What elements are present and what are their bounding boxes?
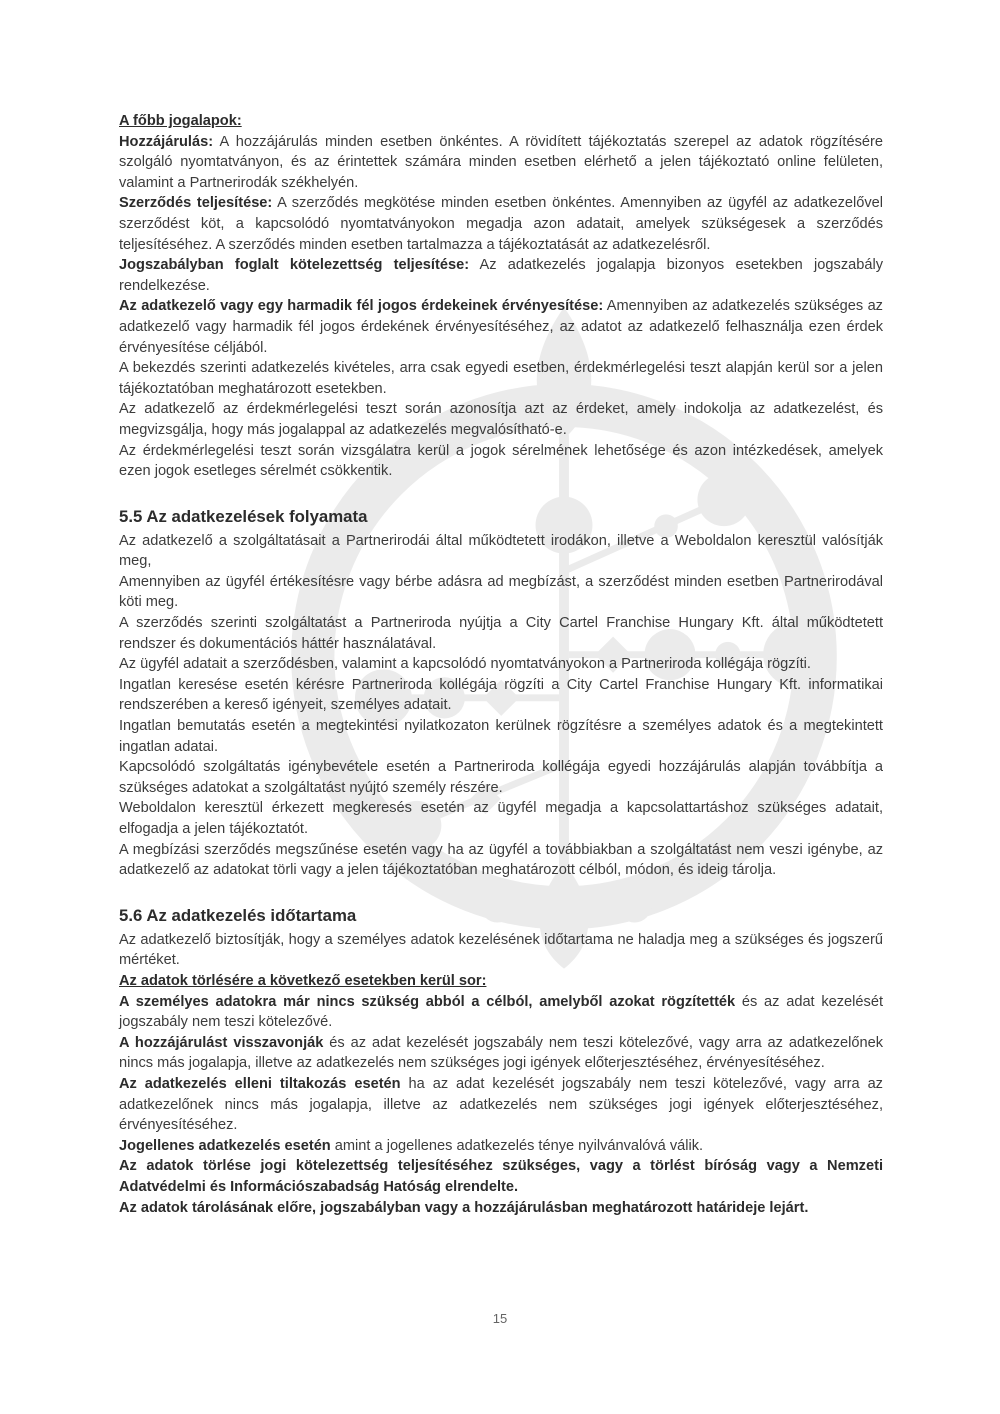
paragraph bbox=[119, 399, 883, 440]
paragraph-lead: Az adatok törlése jogi kötelezettség teljesítéséhez szükséges, vagy a törlést bíróság vagy a Nemzeti Adatvédelmi és Információszabadság Hatóság elrendelte. bbox=[119, 1158, 883, 1195]
paragraph-text: Amennyiben az adatkezelés szükséges az adatkezelő vagy harmadik fél jogos érdekének érvényesítéséhez, az adatot az adatkezelő felhasználja ezen érdek érvényesítése céljából. bbox=[119, 298, 883, 356]
paragraph-legitimate-interest bbox=[119, 296, 883, 358]
paragraph-text: Az érdekmérlegelési teszt során vizsgálatra kerül a jogok sérelmének lehetősége és azon intézkedések, amelyek ezen jogok esetleges sérelmét csökkentik. bbox=[119, 442, 883, 480]
paragraph: Weboldalon keresztül érkezett megkeresés esetén az ügyfél megadja a kapcsolattartáshoz szükséges adatait, elfogadja a jelen tájékoztatót. bbox=[119, 800, 883, 837]
paragraph-text: A szerződés megkötése minden esetben önkéntes. Amennyiben az ügyfél az adatkezelővel szerződést köt, a kapcsolódó nyomtatványokon megadja azon adatait, amelyek szükségesek a szerződés teljesítéséhez. A szerződés minden esetben tartalmazza a tájékoztatását az adatkezelésről. bbox=[119, 195, 883, 253]
paragraph-deletion-case bbox=[119, 1156, 883, 1197]
paragraph-text: és az adat kezelését jogszabály nem teszi kötelezővé, vagy arra az adatkezelőnek nincs más jogalapja, illetve az adatkezelés nem szükséges jogi igények előterjesztéséhez, érvényesítéséhez. bbox=[119, 1034, 883, 1072]
paragraph-text: ha az adat kezelését jogszabály nem teszi kötelezővé, vagy arra az adatkezelőnek nincs más jogalapja, illetve az adatkezelés nem szükséges jogi igények előterjesztéséhez, érvényesítéséhez. bbox=[119, 1075, 883, 1134]
paragraph bbox=[119, 358, 883, 399]
paragraph-text: amint a jogellenes adatkezelés ténye nyilvánvalóvá válik. bbox=[330, 1137, 704, 1154]
paragraph-lead: Az adatkezelő vagy egy harmadik fél jogos érdekeinek érvényesítése: bbox=[119, 298, 604, 315]
deletion-cases-heading: Az adatok törlésére a következő esetekben kerül sor: bbox=[119, 972, 487, 989]
paragraph-lead: Szerződés teljesítése: bbox=[119, 195, 273, 212]
paragraph: Az adatkezelő biztosítják, hogy a személyes adatok kezelésének időtartama ne haladja meg a szükséges és jogszerű mértéket. bbox=[119, 931, 883, 969]
paragraph-legal-obligation bbox=[119, 255, 883, 296]
paragraph-contract bbox=[119, 193, 883, 255]
paragraph-text: és az adat kezelését jogszabály nem teszi kötelezővé. bbox=[119, 993, 883, 1031]
paragraph-deletion-case bbox=[119, 992, 883, 1033]
paragraph-text: Az adatkezelés jogalapja bizonyos esetekben jogszabály rendelkezése. bbox=[119, 257, 884, 294]
section-5-5-heading: 5.5 Az adatkezelések folyamata bbox=[119, 506, 368, 526]
paragraph: A megbízási szerződés megszűnése esetén vagy ha az ügyfél a továbbiakban a szolgáltatást nem veszi igénybe, az adatkezelő az adatokat törli vagy a jelen tájékoztatóban meghatározott célból, módon, és ideig tárolja. bbox=[119, 841, 883, 879]
paragraph-deletion-case bbox=[119, 1136, 883, 1157]
paragraph-text: A hozzájárulás minden esetben önkéntes. A rövidített tájékoztatás szerepel az adatok rögzítésére szolgáló nyomtatványon, és az érintettek számára minden esetben elérhető a jelen tájékoztató online felületen, valamint a Partnerirodák székhelyén. bbox=[119, 133, 883, 191]
paragraph: Ingatlan bemutatás esetén a megtekintési nyilatkozaton kerülnek rögzítésre a személyes adatok és a megtekintett ingatlan adatai. bbox=[119, 718, 883, 755]
paragraph bbox=[119, 441, 883, 482]
paragraph-lead: A hozzájárulást visszavonják bbox=[119, 1034, 324, 1051]
page-number: 15 bbox=[492, 1311, 508, 1326]
paragraph-lead: Hozzájárulás: bbox=[119, 133, 214, 150]
paragraph: Az ügyfél adatait a szerződésben, valamint a kapcsolódó nyomtatványokon a Partneriroda kollégája rögzíti. bbox=[119, 656, 811, 673]
paragraph-text: A bekezdés szerinti adatkezelés kivételes, arra csak egyedi esetben, érdekmérlegelési teszt alapján kerül sor a jelen tájékoztatóban meghatározott esetekben. bbox=[119, 360, 883, 397]
paragraph-lead: Az adatok tárolásának előre, jogszabályban vagy a hozzájárulásban meghatározott határideje lejárt. bbox=[119, 1199, 809, 1216]
legal-bases-heading: A főbb jogalapok: bbox=[119, 113, 242, 129]
paragraph-lead: Jogszabályban foglalt kötelezettség teljesítése: bbox=[119, 257, 470, 274]
paragraph-deletion-case bbox=[119, 1198, 883, 1219]
paragraph: Ingatlan keresése esetén kérésre Partneriroda kollégája rögzíti a City Cartel Franchise Hungary Kft. informatikai rendszerében a kereső igényeit, személyes adatait. bbox=[119, 676, 883, 714]
paragraph-lead: A személyes adatokra már nincs szükség abból a célból, amelyből azokat rögzítették bbox=[119, 993, 736, 1010]
paragraph-deletion-case bbox=[119, 1074, 883, 1136]
paragraph-lead: Az adatkezelés elleni tiltakozás esetén bbox=[119, 1075, 401, 1092]
paragraph-lead: Jogellenes adatkezelés esetén bbox=[119, 1137, 331, 1154]
paragraph-consent bbox=[119, 132, 883, 194]
paragraph: Kapcsolódó szolgáltatás igénybevétele esetén a Partneriroda kollégája egyedi hozzájárulás alapján továbbítja a szükséges adatokat a szolgáltatást nyújtó személy részére. bbox=[119, 759, 883, 796]
paragraph-text: Az adatkezelő az érdekmérlegelési teszt során azonosítja azt az érdeket, amely indokolja az adatkezelést, és megvizsgálja, hogy más jogalappal az adatkezelés megvalósítható-e. bbox=[119, 401, 883, 438]
page-content bbox=[119, 111, 883, 1218]
paragraph: Az adatkezelő a szolgáltatásait a Partnerirodái által működtetett irodákon, illetve a Weboldalon keresztül valósítják meg, bbox=[119, 532, 883, 570]
paragraph: Amennyiben az ügyfél értékesítésre vagy bérbe adásra ad megbízást, a szerződést minden esetben Partnerirodával köti meg. bbox=[119, 573, 883, 611]
paragraph-deletion-case bbox=[119, 1033, 883, 1074]
paragraph: A szerződés szerinti szolgáltatást a Partneriroda nyújtja a City Cartel Franchise Hungary Kft. által működtetett rendszer és dokumentációs háttér használatával. bbox=[119, 615, 883, 652]
section-5-6-heading: 5.6 Az adatkezelés időtartama bbox=[119, 905, 357, 925]
